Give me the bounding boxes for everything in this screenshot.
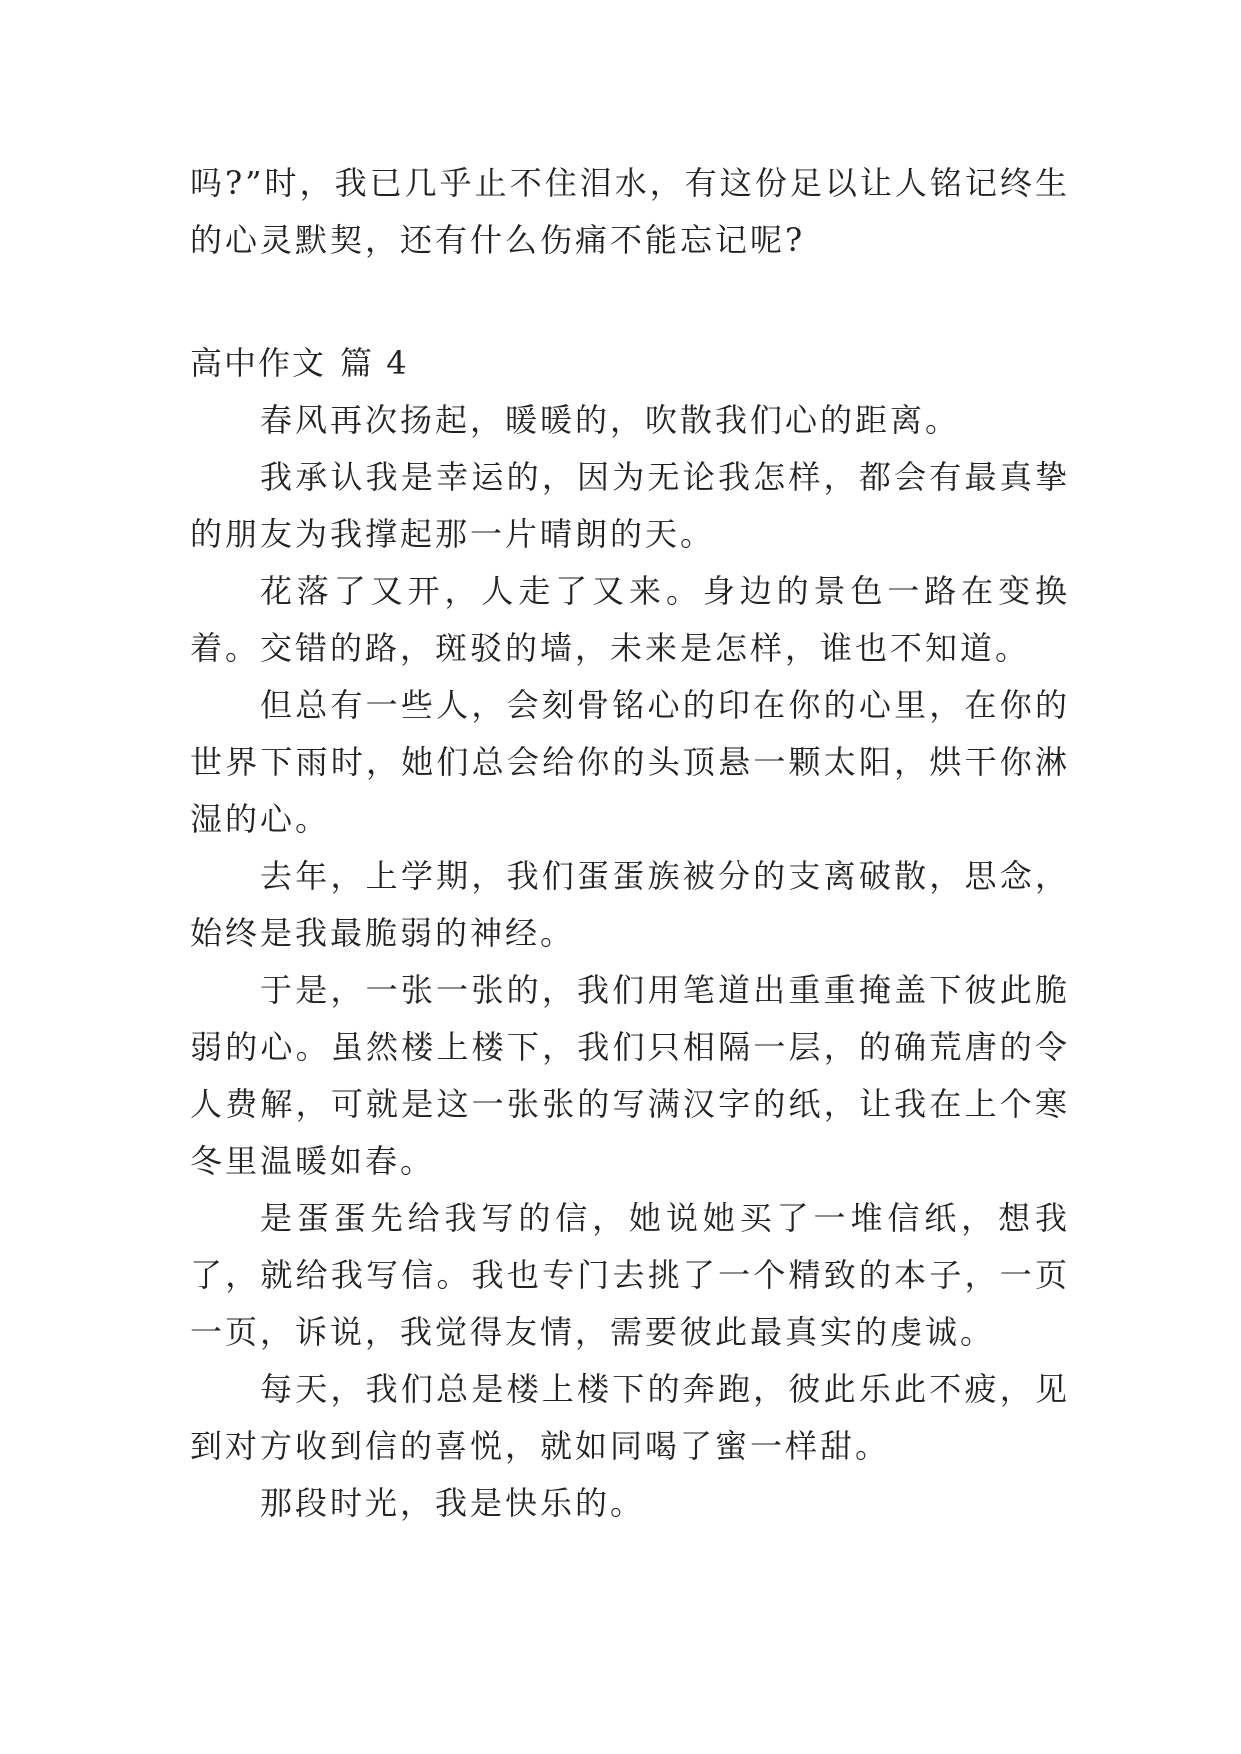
section-title: 高中作文 bbox=[190, 344, 327, 382]
document-body bbox=[190, 155, 1070, 1532]
paragraph: 于是，一张一张的，我们用笔道出重重掩盖下彼此脆弱的心。虽然楼上楼下，我们只相隔一层，的确荒唐的令人费解，可就是这一张张的写满汉字的纸，让我在上个寒冬里温暖如春。 bbox=[190, 971, 1070, 1180]
paragraph: 每天，我们总是楼上楼下的奔跑，彼此乐此不疲，见到对方收到信的喜悦，就如同喝了蜜一样甜。 bbox=[190, 1370, 1070, 1465]
section-heading bbox=[190, 335, 1070, 392]
paragraph: 去年，上学期，我们蛋蛋族被分的支离破散，思念，始终是我最脆弱的神经。 bbox=[190, 857, 1070, 952]
section-number: 篇 4 bbox=[340, 344, 409, 382]
paragraph: 那段时光，我是快乐的。 bbox=[260, 1484, 646, 1522]
continuation-paragraph: 吗?”时，我已几乎止不住泪水，有这份足以让人铭记终生的心灵默契，还有什么伤痛不能忘记呢? bbox=[190, 164, 1070, 259]
paragraph: 花落了又开，人走了又来。身边的景色一路在变换着。交错的路，斑驳的墙，未来是怎样，谁也不知道。 bbox=[190, 572, 1070, 667]
paragraph: 但总有一些人，会刻骨铭心的印在你的心里，在你的世界下雨时，她们总会给你的头顶悬一颗太阳，烘干你淋湿的心。 bbox=[190, 686, 1070, 838]
paragraph: 是蛋蛋先给我写的信，她说她买了一堆信纸，想我了，就给我写信。我也专门去挑了一个精致的本子，一页一页，诉说，我觉得友情，需要彼此最真实的虔诚。 bbox=[190, 1199, 1070, 1351]
paragraph: 春风再次扬起，暖暖的，吹散我们心的距离。 bbox=[260, 401, 961, 439]
paragraph: 我承认我是幸运的，因为无论我怎样，都会有最真挚的朋友为我撑起那一片晴朗的天。 bbox=[190, 458, 1070, 553]
